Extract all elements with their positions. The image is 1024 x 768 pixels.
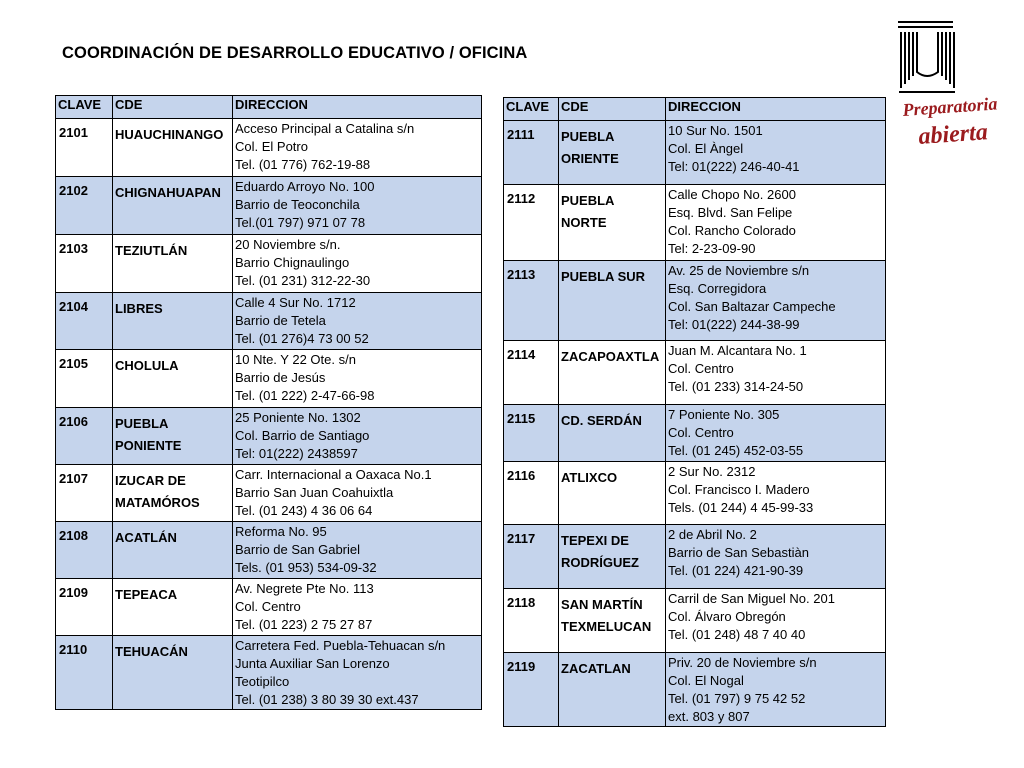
clave-cell: 2116	[504, 462, 559, 525]
table-row	[56, 408, 482, 465]
header-direccion: DIRECCION	[233, 96, 482, 119]
page-title: COORDINACIÓN DE DESARROLLO EDUCATIVO / OFICINA	[62, 44, 528, 62]
clave-cell: 2118	[504, 589, 559, 653]
direccion-cell: 2 Sur No. 2312 Col. Francisco I. Madero Tels. (01 244) 4 45-99-33	[666, 462, 886, 525]
direccion-cell: Av. 25 de Noviembre s/n Esq. Corregidora Col. San Baltazar Campeche Tel: 01(222) 244-38-99	[666, 261, 886, 341]
clave-cell: 2113	[504, 261, 559, 341]
direccion-cell: 10 Nte. Y 22 Ote. s/n Barrio de Jesús Tel. (01 222) 2-47-66-98	[233, 350, 482, 408]
direccion-cell: Priv. 20 de Noviembre s/n Col. El Nogal Tel. (01 797) 9 75 42 52 ext. 803 y 807	[666, 653, 886, 727]
cde-cell: PUEBLA PONIENTE	[113, 408, 233, 465]
cde-cell: CHIGNAHUAPAN	[113, 177, 233, 235]
header-clave: CLAVE	[56, 96, 113, 119]
table-row	[56, 293, 482, 350]
clave-cell: 2108	[56, 522, 113, 579]
header-cde: CDE	[559, 98, 666, 121]
cde-cell: PUEBLA ORIENTE	[559, 121, 666, 185]
table-row	[504, 525, 886, 589]
cde-cell: CHOLULA	[113, 350, 233, 408]
cde-cell: ACATLÁN	[113, 522, 233, 579]
cde-cell: CD. SERDÁN	[559, 405, 666, 462]
table-row	[504, 462, 886, 525]
cde-cell: TEPEXI DE RODRÍGUEZ	[559, 525, 666, 589]
cde-cell: PUEBLA SUR	[559, 261, 666, 341]
direccion-cell: Calle Chopo No. 2600 Esq. Blvd. San Felipe Col. Rancho Colorado Tel: 2-23-09-90	[666, 185, 886, 261]
clave-cell: 2119	[504, 653, 559, 727]
table-row	[504, 341, 886, 405]
table-header-row	[56, 96, 482, 119]
direccion-cell: Acceso Principal a Catalina s/n Col. El Potro Tel. (01 776) 762-19-88	[233, 119, 482, 177]
direccion-cell: Carril de San Miguel No. 201 Col. Álvaro Obregón Tel. (01 248) 48 7 40 40	[666, 589, 886, 653]
clave-cell: 2117	[504, 525, 559, 589]
cde-cell: ZACAPOAXTLA	[559, 341, 666, 405]
cde-cell: HUAUCHINANGO	[113, 119, 233, 177]
clave-cell: 2107	[56, 465, 113, 522]
header-cde: CDE	[113, 96, 233, 119]
table-row	[56, 636, 482, 710]
direccion-cell: 20 Noviembre s/n. Barrio Chignaulingo Tel. (01 231) 312-22-30	[233, 235, 482, 293]
direccion-cell: Calle 4 Sur No. 1712 Barrio de Tetela Tel. (01 276)4 73 00 52	[233, 293, 482, 350]
table-header-row	[504, 98, 886, 121]
clave-cell: 2101	[56, 119, 113, 177]
table-row	[504, 121, 886, 185]
table-row	[56, 579, 482, 636]
clave-cell: 2110	[56, 636, 113, 710]
table-row	[56, 235, 482, 293]
clave-cell: 2115	[504, 405, 559, 462]
building-emblem-icon	[898, 22, 955, 92]
clave-cell: 2106	[56, 408, 113, 465]
cde-cell: IZUCAR DE MATAMÓROS	[113, 465, 233, 522]
logo-text-preparatoria: Preparatoria	[901, 93, 998, 120]
cde-cell: TEHUACÁN	[113, 636, 233, 710]
cde-cell: ATLIXCO	[559, 462, 666, 525]
clave-cell: 2114	[504, 341, 559, 405]
direccion-cell: 10 Sur No. 1501 Col. El Àngel Tel: 01(222) 246-40-41	[666, 121, 886, 185]
table-row	[504, 405, 886, 462]
direccion-cell: Reforma No. 95 Barrio de San Gabriel Tels. (01 953) 534-09-32	[233, 522, 482, 579]
table-row	[56, 350, 482, 408]
cde-cell: TEPEACA	[113, 579, 233, 636]
offices-table-right	[503, 97, 886, 727]
direccion-cell: Eduardo Arroyo No. 100 Barrio de Teoconchila Tel.(01 797) 971 07 78	[233, 177, 482, 235]
clave-cell: 2104	[56, 293, 113, 350]
table-row	[56, 522, 482, 579]
direccion-cell: 2 de Abril No. 2 Barrio de San Sebastiàn Tel. (01 224) 421-90-39	[666, 525, 886, 589]
table-row	[504, 185, 886, 261]
header-clave: CLAVE	[504, 98, 559, 121]
logo-text-abierta: abierta	[917, 119, 989, 150]
clave-cell: 2111	[504, 121, 559, 185]
clave-cell: 2112	[504, 185, 559, 261]
cde-cell: PUEBLA NORTE	[559, 185, 666, 261]
direccion-cell: 7 Poniente No. 305 Col. Centro Tel. (01 245) 452-03-55	[666, 405, 886, 462]
direccion-cell: 25 Poniente No. 1302 Col. Barrio de Santiago Tel: 01(222) 2438597	[233, 408, 482, 465]
table-row	[56, 119, 482, 177]
table-row	[504, 261, 886, 341]
offices-table-left	[55, 95, 482, 710]
clave-cell: 2109	[56, 579, 113, 636]
cde-cell: LIBRES	[113, 293, 233, 350]
clave-cell: 2105	[56, 350, 113, 408]
table-row	[504, 589, 886, 653]
table-row	[504, 653, 886, 727]
direccion-cell: Carr. Internacional a Oaxaca No.1 Barrio San Juan Coahuixtla Tel. (01 243) 4 36 06 64	[233, 465, 482, 522]
clave-cell: 2102	[56, 177, 113, 235]
direccion-cell: Juan M. Alcantara No. 1 Col. Centro Tel. (01 233) 314-24-50	[666, 341, 886, 405]
header-direccion: DIRECCION	[666, 98, 886, 121]
cde-cell: ZACATLAN	[559, 653, 666, 727]
cde-cell: TEZIUTLÁN	[113, 235, 233, 293]
table-row	[56, 177, 482, 235]
table-row	[56, 465, 482, 522]
preparatoria-abierta-logo	[893, 18, 998, 153]
clave-cell: 2103	[56, 235, 113, 293]
direccion-cell: Carretera Fed. Puebla-Tehuacan s/n Junta Auxiliar San Lorenzo Teotipilco Tel. (01 238) 3 80 39 30 ext.437	[233, 636, 482, 710]
cde-cell: SAN MARTÍN TEXMELUCAN	[559, 589, 666, 653]
direccion-cell: Av. Negrete Pte No. 113 Col. Centro Tel. (01 223) 2 75 27 87	[233, 579, 482, 636]
